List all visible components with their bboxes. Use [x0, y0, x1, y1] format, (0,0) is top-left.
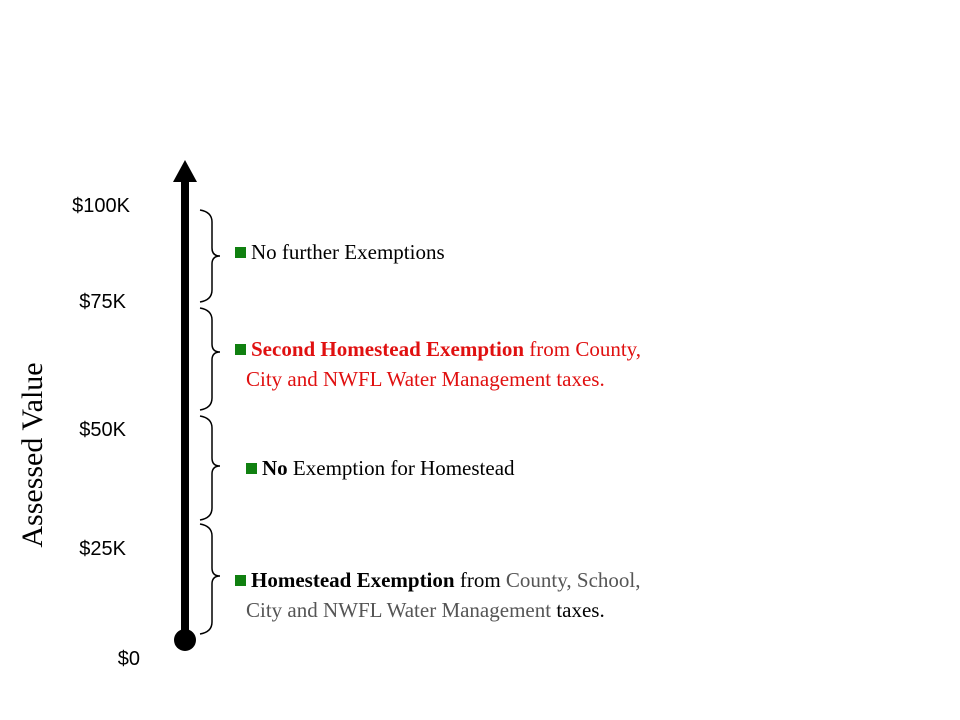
- item-no-further-text: No further Exemptions: [251, 240, 445, 264]
- item-second-homestead-exemption: [235, 334, 641, 394]
- square-bullet-icon: [235, 247, 246, 258]
- item-no-further-exemptions: [235, 237, 445, 267]
- axis-title: Assessed Value: [16, 362, 49, 548]
- item-no-exemption-homestead: [246, 453, 515, 483]
- item-homestead-gray1: County, School,: [505, 568, 641, 592]
- brace-75k-50k: [200, 308, 220, 410]
- item-second-line2: City and NWFL Water Management taxes.: [246, 367, 605, 391]
- brace-25k-0: [200, 524, 220, 634]
- square-bullet-icon: [235, 575, 246, 586]
- item-homestead-bold: Homestead Exemption: [251, 568, 455, 592]
- item-no-rest: Exemption for Homestead: [287, 456, 515, 480]
- item-second-bold: Second Homestead Exemption: [251, 337, 524, 361]
- square-bullet-icon: [235, 344, 246, 355]
- tick-label-0: $0: [117, 648, 140, 670]
- tick-label-25k: $25K: [79, 538, 126, 560]
- square-bullet-icon: [246, 463, 257, 474]
- item-homestead-end: taxes.: [551, 598, 605, 622]
- axis-arrow-head: [173, 160, 197, 182]
- item-homestead-exemption: [235, 565, 640, 625]
- brace-50k-25k: [200, 416, 220, 520]
- tick-label-50k: $50K: [79, 419, 126, 441]
- axis-origin-dot: [174, 629, 196, 651]
- tick-label-75k: $75K: [79, 291, 126, 313]
- item-homestead-gray2: City and NWFL Water Management: [246, 598, 552, 622]
- item-second-rest: from County,: [524, 337, 642, 361]
- item-no-bold: No: [262, 456, 288, 480]
- tick-label-100k: $100K: [72, 195, 130, 217]
- item-homestead-from: from: [454, 568, 506, 592]
- brace-100k-75k: [200, 210, 220, 302]
